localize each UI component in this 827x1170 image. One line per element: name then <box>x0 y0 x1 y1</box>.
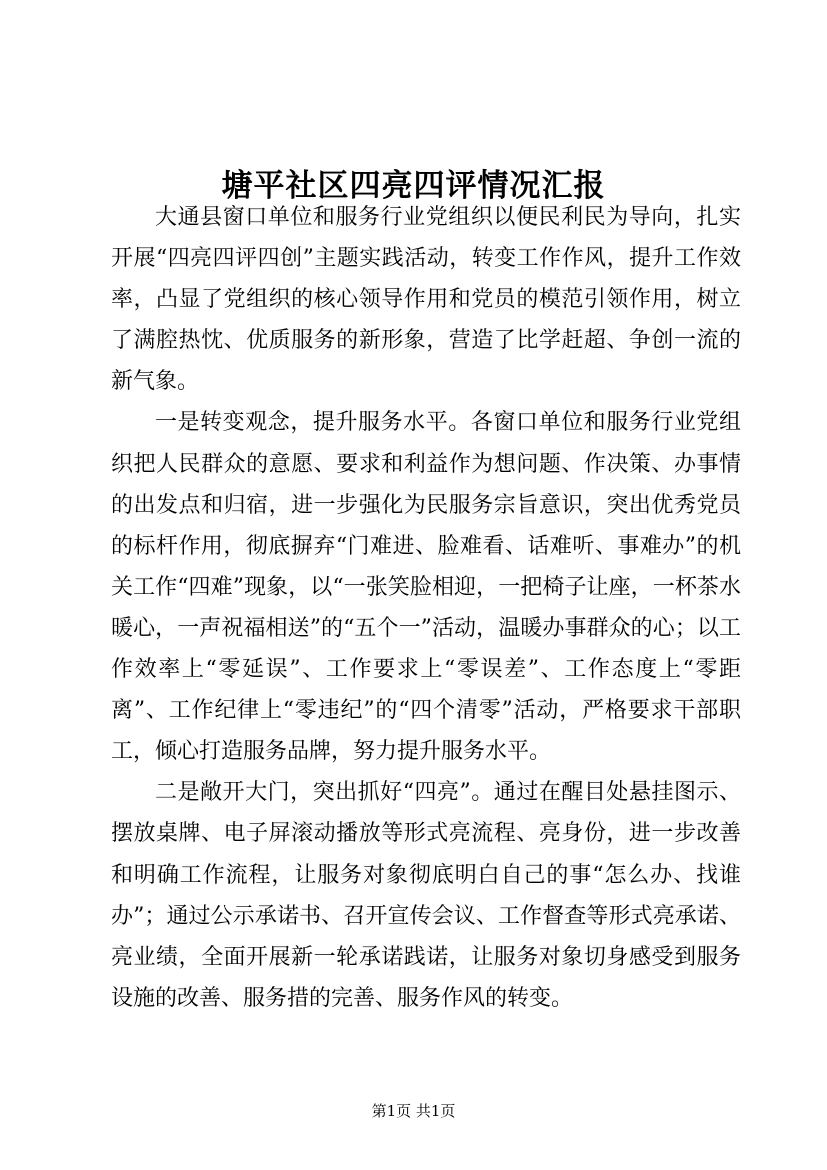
document-title: 塘平社区四亮四评情况汇报 <box>221 167 606 204</box>
paragraph-intro: 大通县窗口单位和服务行业党组织以便民利民为导向，扎实开展“四亮四评四创”主题实践活动，转变工作作风，提升工作效率，凸显了党组织的核心领导作用和党员的模范引领作用，树立了满腔热忱、优质服务的新形象，营造了比学赶超、争创一流的新气象。 <box>111 205 741 395</box>
document-body <box>111 197 741 1019</box>
page-footer: 第1页 共1页 <box>371 1102 456 1120</box>
paragraph-point-one: 一是转变观念，提升服务水平。各窗口单位和服务行业党组织把人民群众的意愿、要求和利益作为想问题、作决策、办事情的出发点和归宿，进一步强化为民服务宗旨意识，突出优秀党员的标杆作用，彻底摒弃“门难进、脸难看、话难听、事难办”的机关工作“四难”现象，以“一张笑脸相迎，一把椅子让座，一杯茶水暖心，一声祝福相送”的“五个一”活动，温暖办事群众的心；以工作效率上“零延误”、工作要求上“零误差”、工作态度上“零距离”、工作纪律上“零违纪”的“四个清零”活动，严格要求干部职工，倾心打造服务品牌，努力提升服务水平。 <box>111 410 741 765</box>
paragraph-point-two: 二是敞开大门，突出抓好“四亮”。通过在醒目处悬挂图示、摆放桌牌、电子屏滚动播放等形式亮流程、亮身份，进一步改善和明确工作流程，让服务对象彻底明白自己的事“怎么办、找谁办”；通过公示承诺书、召开宣传会议、工作督查等形式亮承诺、亮业绩，全面开展新一轮承诺践诺，让服务对象切身感受到服务设施的改善、服务措的完善、服务作风的转变。 <box>111 780 741 1011</box>
